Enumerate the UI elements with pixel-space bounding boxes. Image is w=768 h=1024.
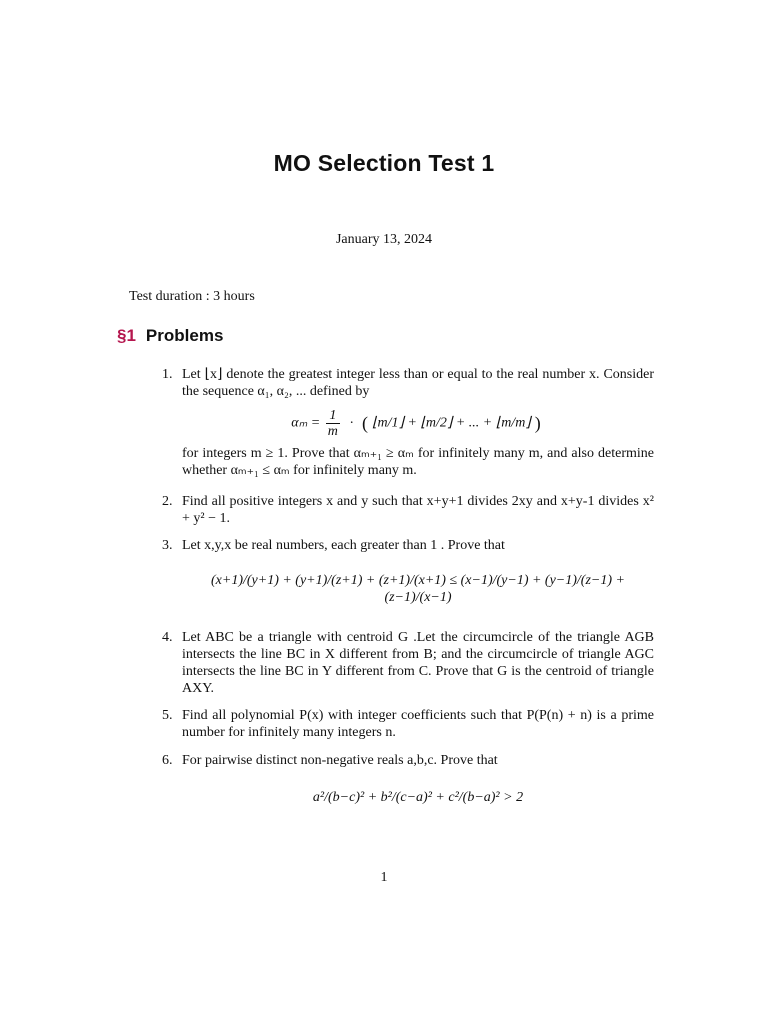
fraction-numerator: 1 [326,408,340,424]
fraction-denominator: m [327,424,338,439]
problem-3 [162,537,654,606]
problem-text: Let x,y,x be real numbers, each greater than 1 . Prove that [182,538,505,553]
section-number: §1 [117,326,136,345]
problem-text: Find all positive integers x and y such that x+y+1 divides 2xy and x+y-1 divides x² + y² − 1. [182,494,654,526]
problem-text: Let ABC be a triangle with centroid G .Let the circumcircle of the triangle AGB intersects the line BC in X different from B; and the circumcircle of triangle AGC intersects the line BC in Y different from C. Prove that G is the centroid of triangle AXY. [182,630,654,696]
problem-text: Find all polynomial P(x) with integer coefficients such that P(P(n) + n) is a prime number for infinitely many integers n. [182,708,654,740]
problem-text-continued: for integers m ≥ 1. Prove that αₘ₊₁ ≥ αₘ for infinitely many m, and also determine whether αₘ₊₁ ≤ αₘ for infinitely many m. [182,446,654,478]
formula-sum: ⌊m/1⌋ + ⌊m/2⌋ + ... + ⌊m/m⌋ [372,415,531,431]
problem-1 [162,366,654,479]
page-number: 1 [380,870,388,885]
problem-number: 6. [162,753,173,768]
problem-4 [162,629,654,697]
problem-formula: αₘ = $\frac{1}{m}$ · ( ⌊m/1⌋ + ⌊m/2⌋ + ... + ⌊m/m⌋ ) [291,408,541,439]
formula-fraction [326,408,340,439]
problem-text: Let ⌊x⌋ denote the greatest integer less than or equal to the real number x. Consider the sequence α₁, α₂, ... defined by [182,367,654,399]
problem-number: 2. [162,494,173,509]
problem-text: For pairwise distinct non-negative reals a,b,c. Prove that [182,753,498,768]
problem-6 [162,752,654,806]
problem-number: 4. [162,630,173,645]
test-duration: Test duration : 3 hours [129,289,255,304]
problem-number: 5. [162,708,173,723]
problem-number: 1. [162,367,173,382]
problem-number: 3. [162,538,173,553]
document-title: MO Selection Test 1 [273,150,495,176]
formula-lhs: αₘ = [291,415,321,431]
problem-2 [162,493,654,527]
problem-formula: (x+1)/(y+1) + (y+1)/(z+1) + (z+1)/(x+1) ≤ (x−1)/(y−1) + (y−1)/(z−1) + (z−1)/(x−1) [211,573,625,605]
document-date: January 13, 2024 [335,232,433,247]
problem-5 [162,707,654,741]
section-title: Problems [145,326,224,345]
problem-formula: a²/(b−c)² + b²/(c−a)² + c²/(b−a)² > 2 [312,790,524,805]
section-heading [117,326,223,346]
